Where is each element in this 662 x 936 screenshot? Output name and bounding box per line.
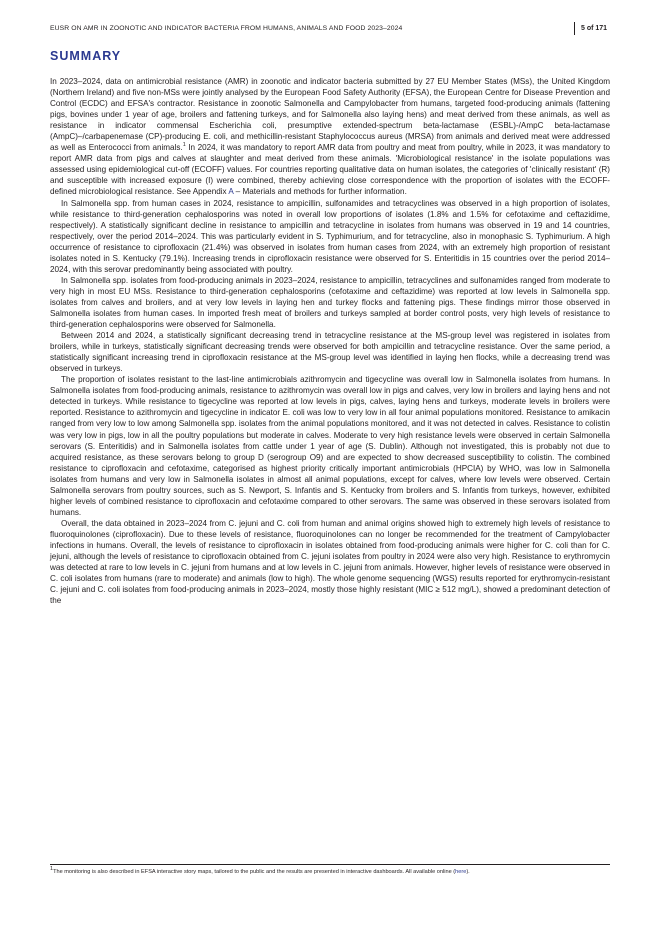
paragraph-1-continuation: In 2024, it was mandatory to report AMR data from poultry and meat from poultry, while in 2023, it was mandatory to report AMR data from pigs and calves at slaughter and meat derived from these animals. 'Microbiological resistance' in the isolate populations was assessed using epidemiological cut-off (ECOFF) values. For countries reporting qualitative data on human isolates, the categories of 'clinically resistant' (R) and susceptible with increased exposure (I) were combined, thereby achieving close correspondence with the proportion of isolates with the ECOFF-defined microbiological resistance. See Appendix — [50, 143, 610, 197]
paragraph-1 — [50, 76, 610, 198]
footnote-marker[interactable]: 1 — [182, 142, 186, 149]
footnote-tail: ). — [466, 869, 470, 875]
paragraph-1-tail: – Materials and methods for further information. — [235, 187, 407, 197]
footnote-divider — [50, 864, 610, 865]
footnote-text: The monitoring is also described in EFSA interactive story maps, tailored to the public and the results are presented in interactive dashboards. All available online ( — [53, 869, 456, 875]
paragraph-3: In Salmonella spp. isolates from food-producing animals in 2023–2024, resistance to ampicillin, tetracyclines and sulfonamides ranged from moderate to very high in most EU MSs. Resistance to third-generation cephalosporins (cefotaxime and ceftazidime) was reported at low levels in Salmonella spp. isolates from calves and broilers, and at very low levels in laying hen and turkey flocks and fattening pigs. These findings mirror those observed in Salmonella isolates from human cases. In imported fresh meat of broilers and turkeys sampled at border control posts, very high levels of resistance to third-generation cephalosporins were observed for Salmonella. — [50, 275, 610, 330]
paragraph-1-text: In 2023–2024, data on antimicrobial resistance (AMR) in zoonotic and indicator bacteria submitted by 27 EU Member States (MSs), the United Kingdom (Northern Ireland) and five non-MSs were jointly analysed by the European Food Safety Authority (EFSA), the European Centre for Disease Prevention and Control (ECDC) and EFSA's contractor. Resistance in zoonotic Salmonella and Campylobacter from humans, targeted food-producing animals (fattening pigs, bovines under 1 year of age, broilers and fattening turkeys, and for Salmonella also laying hens) and meat derived from these animals, as well as resistance in indicator commensal Escherichia coli, presumptive extended-spectrum beta-lactamase (ESBL)-/AmpC beta-lactamase (AmpC)–/carbapenemase (CP)-producing E. coli, and methicillin-resistant Staphylococcus aureus (MRSA) from animals and derived meat were addressed as well as Enterococci from animals. — [50, 77, 610, 153]
paragraph-4: Between 2014 and 2024, a statistically significant decreasing trend in tetracycline resistance at the MS-group level was registered in isolates from broilers, while in turkeys, statistically significant decreasing trends were observed for both ampicillin and tetracycline resistance. Over the same period, a statistically significant increasing trend in ciprofloxacin resistance at the MS-group level was identified in laying hen flocks, while a decreasing trend was observed in turkeys. — [50, 331, 610, 374]
header-divider — [574, 22, 575, 35]
appendix-link[interactable]: A — [228, 187, 234, 197]
section-heading: SUMMARY — [50, 49, 122, 63]
paragraph-2: In Salmonella spp. from human cases in 2024, resistance to ampicillin, sulfonamides and tetracyclines was observed in a high proportion of isolates, while resistance to third-generation cephalosporins was noted in overall low proportions of isolates (1.8% and 1.5% for cefotaxime and ceftazidime, respectively). A statistically significant decline in resistance to ampicillin and tetracycline in isolates from humans was observed in 19 and 14 countries, respectively, over the period 2014–2024. This was particularly evident in S. Typhimurium, and for tetracycline, also in monophasic S. Typhimurium. A high occurrence of resistance to ciprofloxacin (21.4%) was observed in isolates from human cases from 2024, with an extremely high proportion of resistant isolates noted in S. Kentucky (79.1%). Increasing trends in ciprofloxacin resistance were observed for S. Enteritidis in 15 countries over the period 2014–2024, with this serovar predominantly being associated with poultry. — [50, 198, 610, 274]
running-header: EUSR ON AMR IN ZOONOTIC AND INDICATOR BACTERIA FROM HUMANS, ANIMALS AND FOOD 2023–2024 — [50, 25, 403, 32]
page-number: 5 of 171 — [581, 25, 608, 32]
paragraph-6: Overall, the data obtained in 2023–2024 from C. jejuni and C. coli from human and animal origins showed high to extremely high levels of resistance to fluoroquinolones (ciprofloxacin). Due to these levels of resistance, fluoroquinolones can no longer be recommended for the treatment of Campylobacter infections in humans. Overall, the levels of resistance to ciprofloxacin in isolates obtained from food-producing animals were higher for C. coli than for C. jejuni, although the levels of resistance to ciprofloxacin obtained from C. jejuni isolates from poultry in 2024 were also very high. Resistance to erythromycin was detected at rare to low levels in C. jejuni from humans and at low levels in C. jejuni from animals. However, higher levels of resistance were observed in C. coli isolates from humans (rare to moderate) and animals (low to high). The whole genome sequencing (WGS) results reported for erythromycin-resistant C. jejuni and C. coli isolates from food-producing animals in 2023–2024, mostly those highly resistant (MIC ≥ 512 mg/L), showed a predominant detection of the — [50, 518, 610, 606]
footnote — [50, 865, 612, 876]
footnote-number: 1 — [50, 865, 54, 872]
summary-body — [50, 76, 610, 606]
paragraph-5: The proportion of isolates resistant to the last-line antimicrobials azithromycin and tigecycline was overall low in Salmonella isolates from humans. In Salmonella isolates from food-producing animals, resistance to azithromycin was overall low in pigs and calves, very low in broilers and laying hens and not detected in turkeys. While resistance to tigecycline was reported at low levels in pigs, calves, laying hens and turkeys, moderate levels in broilers were reported. Resistance to azithromycin and tigecycline in indicator E. coli was low to very low in all four animal populations monitored. Resistance to amikacin ranged from very low to low among Salmonella spp. isolates from the animal populations monitored, and it was not detected in calves. Resistance to colistin was very low in pigs, low in all the poultry populations but moderate in calves. Moderate to very high resistance levels were observed in certain Salmonella serovars (S. Enteritidis) and in Salmonella isolates from cattle under 1 year of age (S. Dublin). Although not investigated, this is probably not due to acquired resistance, as these serovars belong to group D (serogroup O9) and are expected to show decreased susceptibility to colistin. The combined resistance to ciprofloxacin and cefotaxime, categorised as highest priority critically important antimicrobials (HPCIA) by WHO, was low in Salmonella isolates from humans and very low in Salmonella isolates in almost all animal populations, except for calves, where low levels were observed. Certain Salmonella serovars from poultry sources, such as S. Newport, S. Infantis and S. Kentucky from broilers and S. Infantis from turkeys, however, exhibited higher levels of combined resistance to ciprofloxacin and cefotaxime compared to other serovars. The same was observed in these serovars isolated from humans. — [50, 375, 610, 517]
footnote-here-link[interactable]: here — [455, 869, 467, 875]
